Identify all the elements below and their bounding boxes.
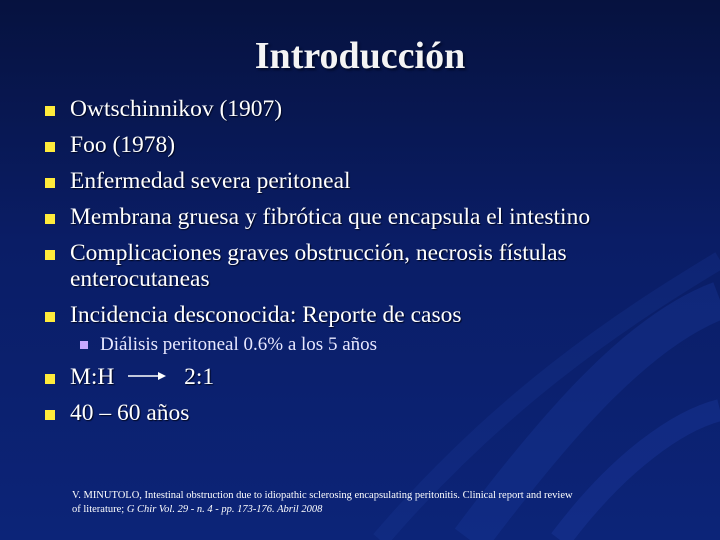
sub-bullet-text: Diálisis peritoneal 0.6% a los 5 años [100, 334, 378, 355]
reference-prefix: of literature; [72, 504, 127, 515]
bullet-text: Incidencia desconocida: Reporte de casos [70, 302, 462, 328]
bullet-text: 40 – 60 años [70, 400, 190, 426]
bullet-text: Complicaciones graves obstrucción, necrosis fístulas enterocutaneas [70, 240, 567, 292]
bullet-text: Foo (1978) [70, 132, 176, 158]
bullet-item [42, 168, 682, 194]
bullet-text: Membrana gruesa y fibrótica que encapsula el intestino [70, 204, 591, 230]
bullet-item [42, 204, 682, 230]
square-bullet-icon [45, 106, 55, 116]
bullet-item [42, 132, 682, 158]
square-bullet-icon [45, 374, 55, 384]
bullet-item [42, 240, 682, 292]
square-bullet-icon [45, 312, 55, 322]
bullet-item [42, 400, 682, 426]
square-sub-bullet-icon [80, 341, 88, 349]
reference-line-1: V. MINUTOLO, Intestinal obstruction due to idiopathic sclerosing encapsulating peritonitis. Clinical report and review [72, 490, 573, 501]
sub-bullet-item [42, 334, 682, 356]
ratio-left-text: M:H [70, 364, 115, 390]
bullet-text: Owtschinnikov (1907) [70, 96, 283, 122]
reference-journal: G Chir Vol. 29 - n. 4 - pp. 173-176. Abril 2008 [126, 504, 323, 515]
bullet-item-ratio [42, 364, 682, 390]
reference-line-2 [72, 503, 672, 517]
square-bullet-icon [45, 214, 55, 224]
square-bullet-icon [45, 410, 55, 420]
arrow-right-icon [128, 370, 168, 382]
ratio-right-text: 2:1 [184, 364, 215, 390]
bullet-list [42, 96, 682, 426]
square-bullet-icon [45, 178, 55, 188]
reference-citation [72, 489, 672, 517]
bullet-item [42, 302, 682, 328]
bullet-item [42, 96, 682, 122]
slide-title: Introducción [254, 35, 466, 77]
square-bullet-icon [45, 250, 55, 260]
bullet-text: Enfermedad severa peritoneal [70, 168, 351, 194]
square-bullet-icon [45, 142, 55, 152]
